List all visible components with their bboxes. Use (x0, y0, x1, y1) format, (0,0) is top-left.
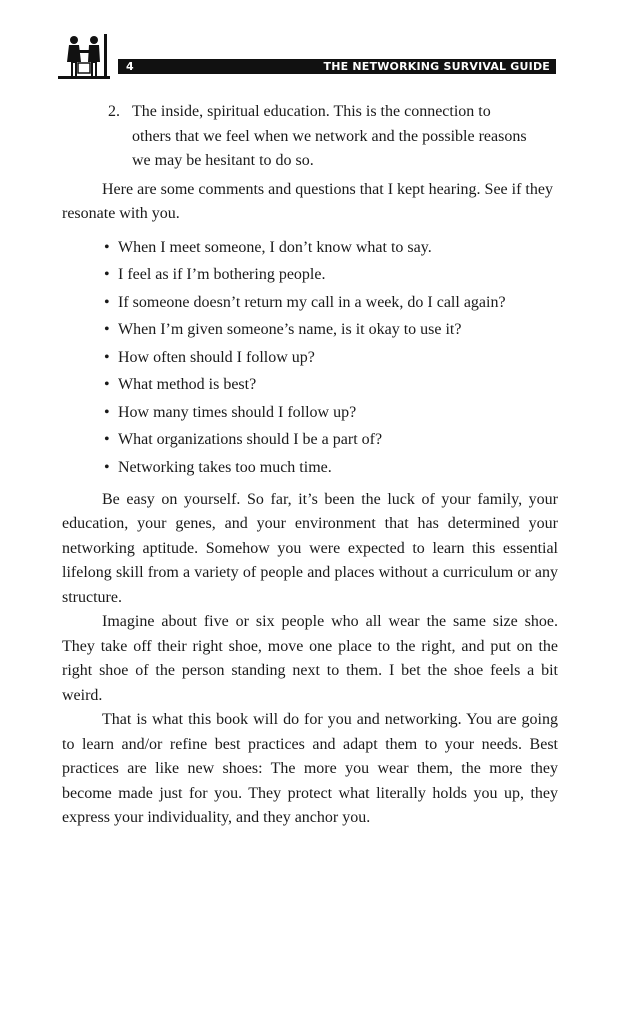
list-item (104, 372, 558, 397)
bullet-text: What organizations should I be a part of? (118, 431, 383, 448)
item-number: 2. (108, 103, 120, 120)
two-people-handshake-icon (58, 32, 110, 80)
list-item (104, 235, 558, 260)
list-item (104, 290, 558, 315)
page-body (62, 100, 558, 831)
bullet-glyph: • (104, 238, 110, 256)
bullet-text: I feel as if I’m bothering people. (118, 266, 326, 283)
bullet-text: When I meet someone, I don’t know what to say. (118, 238, 432, 256)
item-text: The inside, spiritual education. This is the connection to others that we feel when we network and the possible reasons we may be hesitant to do so. (132, 103, 527, 169)
bullet-text: How often should I follow up? (118, 348, 315, 366)
body-paragraph: Imagine about five or six people who all wear the same size shoe. They take off their right shoe, move one place to the right, and put on the right shoe of the person standing next to them. I bet the shoe feels a bit weird. (62, 613, 558, 704)
list-item (104, 317, 558, 342)
running-head: THE NETWORKING SURVIVAL GUIDE (323, 60, 550, 73)
numbered-item (108, 100, 558, 174)
page-header (58, 28, 558, 82)
bullet-text: Networking takes too much time. (118, 458, 332, 476)
header-bar (118, 59, 556, 74)
body-paragraph: That is what this book will do for you and networking. You are going to learn and/or refine best practices and adapt them to your needs. Best practices are like new shoes: The more you wear them, the more they become made just for you. They protect what literally holds you up, they express your individuality, and they anchor you. (62, 711, 558, 826)
bullet-glyph: • (104, 321, 110, 338)
intro-paragraph: Here are some comments and questions that I kept hearing. See if they resonate with you. (62, 180, 553, 222)
bullet-text: If someone doesn’t return my call in a week, do I call again? (118, 293, 506, 311)
bullet-glyph: • (104, 431, 110, 448)
list-item (104, 345, 558, 370)
bullet-glyph: • (104, 293, 110, 311)
list-item (104, 400, 558, 425)
bullet-list (62, 235, 558, 480)
list-item (104, 455, 558, 480)
page-number: 4 (126, 60, 134, 73)
bullet-glyph: • (104, 403, 110, 421)
bullet-text: How many times should I follow up? (118, 403, 357, 421)
list-item (104, 262, 558, 287)
bullet-glyph: • (104, 458, 110, 476)
bullet-glyph: • (104, 266, 110, 283)
body-paragraph: Be easy on yourself. So far, it’s been the luck of your family, your education, your genes, and your environment that has determined your networking aptitude. Somehow you were expected to learn this essential lifelong skill from a variety of people and places without a curriculum or any structure. (62, 490, 558, 606)
bullet-text: What method is best? (118, 376, 257, 393)
list-item (104, 427, 558, 452)
bullet-glyph: • (104, 348, 110, 366)
bullet-glyph: • (104, 376, 110, 393)
bullet-text: When I’m given someone’s name, is it okay to use it? (118, 321, 462, 338)
